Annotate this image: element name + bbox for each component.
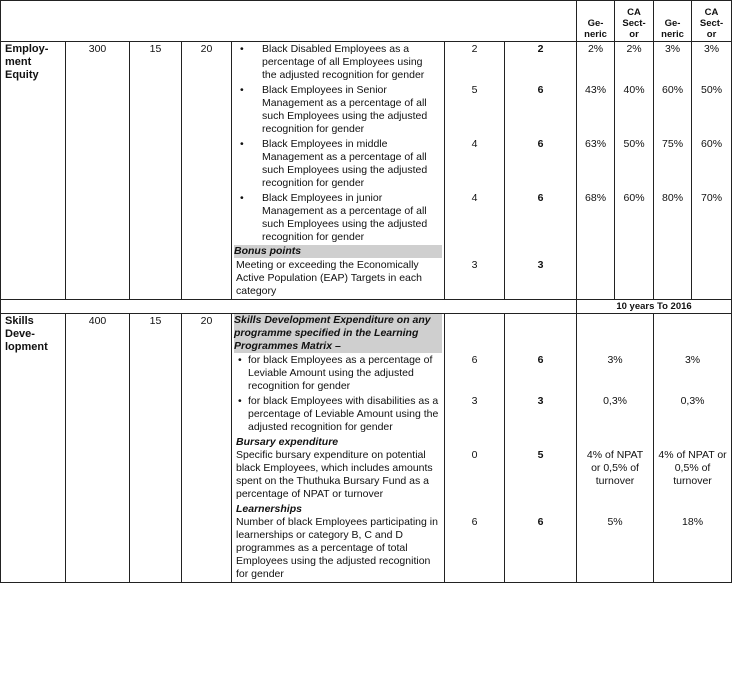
sd-learnerships bbox=[232, 502, 445, 583]
ee-bonus-blank-b bbox=[505, 245, 577, 258]
ee-item-4-generic-1: 68% bbox=[577, 191, 615, 245]
sd-item-2-target-1: 0,3% bbox=[577, 394, 654, 435]
sd-item-1-a: 6 bbox=[445, 353, 505, 394]
header-ca-sector-2: CA Sect- or bbox=[692, 1, 732, 42]
ee-bonus-blank-s1 bbox=[615, 245, 654, 258]
ee-item-3-sector-2: 60% bbox=[692, 137, 732, 191]
sd-learnerships-heading: Learnerships bbox=[236, 503, 302, 515]
ee-item-4-b: 6 bbox=[505, 191, 577, 245]
ee-bonus-blank-g2 bbox=[654, 245, 692, 258]
ee-item-3-a: 4 bbox=[445, 137, 505, 191]
ee-item-1-a: 2 bbox=[445, 42, 505, 84]
table-row bbox=[1, 42, 732, 84]
sd-col2: 15 bbox=[130, 314, 182, 583]
ee-item-2-b: 6 bbox=[505, 83, 577, 137]
ee-bonus-blank-g1 bbox=[577, 245, 615, 258]
header-ca-sector-1: CA Sect- or bbox=[615, 1, 654, 42]
sd-head-blank-t2 bbox=[654, 314, 732, 354]
ee-item-2-generic-1: 43% bbox=[577, 83, 615, 137]
header-row bbox=[1, 1, 732, 42]
section-gap-left bbox=[1, 300, 577, 314]
sd-head-blank-b bbox=[505, 314, 577, 354]
section-gap bbox=[1, 300, 732, 314]
sd-item-2-a: 3 bbox=[445, 394, 505, 435]
ee-item-3-generic-2: 75% bbox=[654, 137, 692, 191]
sd-bursary-text: Specific bursary expenditure on potential black Employees, which includes amounts spent on the Thuthuka Bursary Fund as a percentage of NPAT or turnover bbox=[236, 449, 433, 500]
sd-item-2: • for black Employees with disabilities as a percentage of Leviable Amount using the adjusted recognition for gender bbox=[232, 394, 445, 435]
sd-bursary bbox=[232, 435, 445, 502]
ee-item-4-a: 4 bbox=[445, 191, 505, 245]
ee-col2: 15 bbox=[130, 42, 182, 300]
sd-bursary-target-1: 4% of NPAT or 0,5% of turnover bbox=[577, 435, 654, 502]
ee-bonus-end-s2 bbox=[692, 258, 732, 300]
ee-item-2-generic-2: 60% bbox=[654, 83, 692, 137]
sd-head-blank-a bbox=[445, 314, 505, 354]
sd-col3: 20 bbox=[182, 314, 232, 583]
sd-item-2-target-2: 0,3% bbox=[654, 394, 732, 435]
sd-learnerships-text: Number of black Employees participating in learnerships or category B, C and D programmes as a percentage of total Employees using the adjusted recognition for gender bbox=[236, 516, 438, 580]
sd-item-1: • for black Employees as a percentage of Leviable Amount using the adjusted recognition for gender bbox=[232, 353, 445, 394]
ee-bonus-end-s1 bbox=[615, 258, 654, 300]
sd-expenditure-heading: Skills Development Expenditure on any programme specified in the Learning Programmes Matrix – bbox=[232, 314, 445, 354]
sd-item-1-target-1: 3% bbox=[577, 353, 654, 394]
ee-item-4-generic-2: 80% bbox=[654, 191, 692, 245]
sd-bursary-heading: Bursary expenditure bbox=[236, 436, 339, 448]
sd-item-1-target-2: 3% bbox=[654, 353, 732, 394]
ee-item-1-sector-2: 3% bbox=[692, 42, 732, 84]
ee-item-3-sector-1: 50% bbox=[615, 137, 654, 191]
ee-bonus-heading: Bonus points bbox=[232, 245, 445, 258]
ee-item-4-sector-1: 60% bbox=[615, 191, 654, 245]
header-generic-1: Ge- neric bbox=[577, 1, 615, 42]
sd-bursary-a: 0 bbox=[445, 435, 505, 502]
ee-item-2-sector-1: 40% bbox=[615, 83, 654, 137]
ee-bonus-blank-s2 bbox=[692, 245, 732, 258]
ee-bonus-end-g1 bbox=[577, 258, 615, 300]
ee-bonus-text: Meeting or exceeding the Economically Active Population (EAP) Targets in each category bbox=[232, 258, 445, 300]
ee-item-1-generic-1: 2% bbox=[577, 42, 615, 84]
ee-item-3-b: 6 bbox=[505, 137, 577, 191]
element-skills-development: Skills Deve- lopment bbox=[1, 314, 66, 583]
period-header: 10 years To 2016 bbox=[577, 300, 732, 314]
sd-weighting: 400 bbox=[66, 314, 130, 583]
sd-item-2-b: 3 bbox=[505, 394, 577, 435]
ee-item-4-sector-2: 70% bbox=[692, 191, 732, 245]
sd-bursary-b: 5 bbox=[505, 435, 577, 502]
header-generic-2: Ge- neric bbox=[654, 1, 692, 42]
ee-bonus-a: 3 bbox=[445, 258, 505, 300]
ee-item-3: • Black Employees in middle Management as a percentage of all such Employees using the adjusted recognition for gender bbox=[232, 137, 445, 191]
ee-item-1-generic-2: 3% bbox=[654, 42, 692, 84]
sd-learnerships-a: 6 bbox=[445, 502, 505, 583]
ee-item-2: • Black Employees in Senior Management as a percentage of all such Employees using the adjusted recognition for gender bbox=[232, 83, 445, 137]
ee-bonus-end-g2 bbox=[654, 258, 692, 300]
sd-learnerships-target-2: 18% bbox=[654, 502, 732, 583]
header-blank bbox=[1, 1, 577, 42]
ee-item-3-generic-1: 63% bbox=[577, 137, 615, 191]
ee-item-4: • Black Employees in junior Management as a percentage of all such Employees using the adjusted recognition for gender bbox=[232, 191, 445, 245]
element-employment-equity: Employ- ment Equity bbox=[1, 42, 66, 300]
ee-item-1-b: 2 bbox=[505, 42, 577, 84]
ee-item-1: • Black Disabled Employees as a percentage of all Employees using the adjusted recognition for gender bbox=[232, 42, 445, 84]
ee-bonus-blank-a bbox=[445, 245, 505, 258]
sd-learnerships-b: 6 bbox=[505, 502, 577, 583]
ee-col3: 20 bbox=[182, 42, 232, 300]
ee-weighting: 300 bbox=[66, 42, 130, 300]
sd-learnerships-target-1: 5% bbox=[577, 502, 654, 583]
ee-item-2-sector-2: 50% bbox=[692, 83, 732, 137]
ee-item-2-a: 5 bbox=[445, 83, 505, 137]
table-row bbox=[1, 314, 732, 354]
sd-bursary-target-2: 4% of NPAT or 0,5% of turnover bbox=[654, 435, 732, 502]
ee-item-1-sector-1: 2% bbox=[615, 42, 654, 84]
sd-head-blank-t1 bbox=[577, 314, 654, 354]
ee-bonus-b: 3 bbox=[505, 258, 577, 300]
sd-item-1-b: 6 bbox=[505, 353, 577, 394]
